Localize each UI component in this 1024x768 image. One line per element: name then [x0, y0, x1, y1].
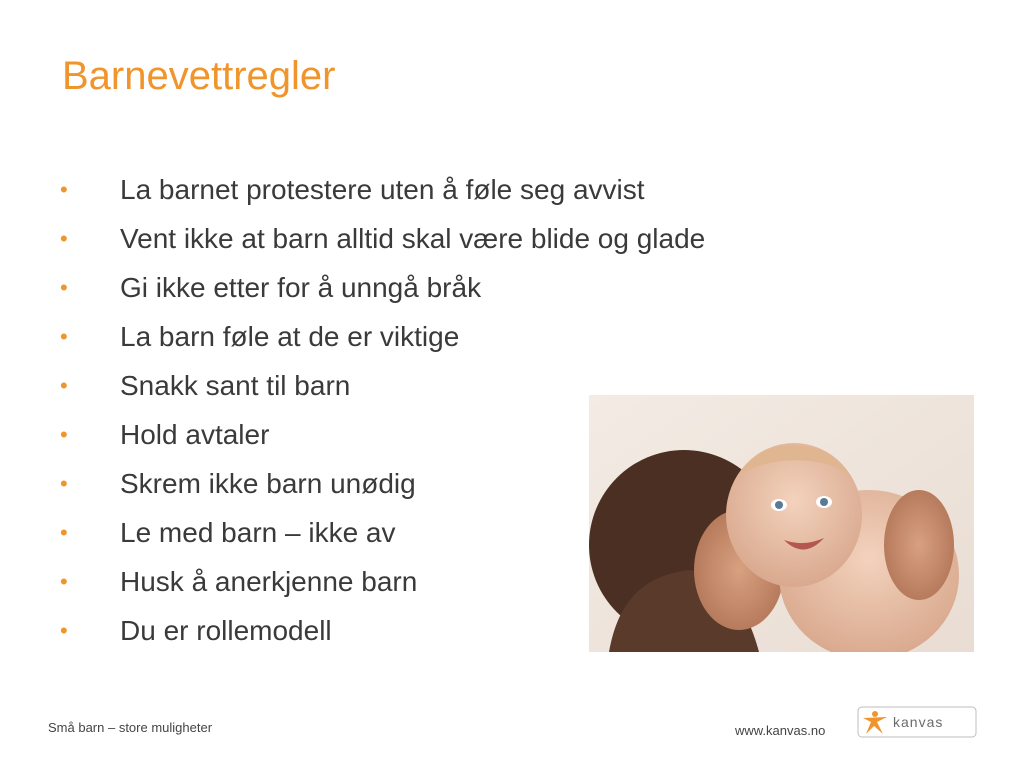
bullet-marker: •: [60, 618, 68, 643]
bullet-text: Skrem ikke barn unødig: [120, 468, 416, 499]
svg-text:kanvas: kanvas: [893, 714, 944, 730]
slide-title: Barnevettregler: [62, 54, 336, 98]
bullet-text: La barnet protestere uten å føle seg avvist: [120, 174, 645, 205]
bullet-text: Gi ikke etter for å unngå bråk: [120, 272, 482, 303]
bullet-text: Snakk sant til barn: [120, 370, 351, 401]
bullet-text: Husk å anerkjenne barn: [120, 566, 418, 597]
bullet-marker: •: [60, 373, 68, 398]
bullet-text: La barn føle at de er viktige: [120, 321, 460, 352]
bullet-marker: •: [60, 324, 68, 349]
bullet-text: Le med barn – ikke av: [120, 517, 396, 548]
bullet-text: Du er rollemodell: [120, 615, 332, 646]
bullet-marker: •: [60, 275, 68, 300]
bullet-text: Vent ikke at barn alltid skal være blide og glade: [120, 223, 706, 254]
bullet-marker: •: [60, 471, 68, 496]
kanvas-logo: [857, 706, 977, 738]
footer-tagline: Små barn – store muligheter: [48, 720, 213, 735]
bullet-marker: •: [60, 520, 68, 545]
bullet-marker: •: [60, 569, 68, 594]
bullet-marker: •: [60, 422, 68, 447]
father-baby-photo: [589, 395, 974, 652]
bullet-text: Hold avtaler: [120, 419, 270, 450]
footer-website-link[interactable]: www.kanvas.no: [735, 723, 826, 738]
bullet-marker: •: [60, 226, 68, 251]
bullet-marker: •: [60, 177, 68, 202]
